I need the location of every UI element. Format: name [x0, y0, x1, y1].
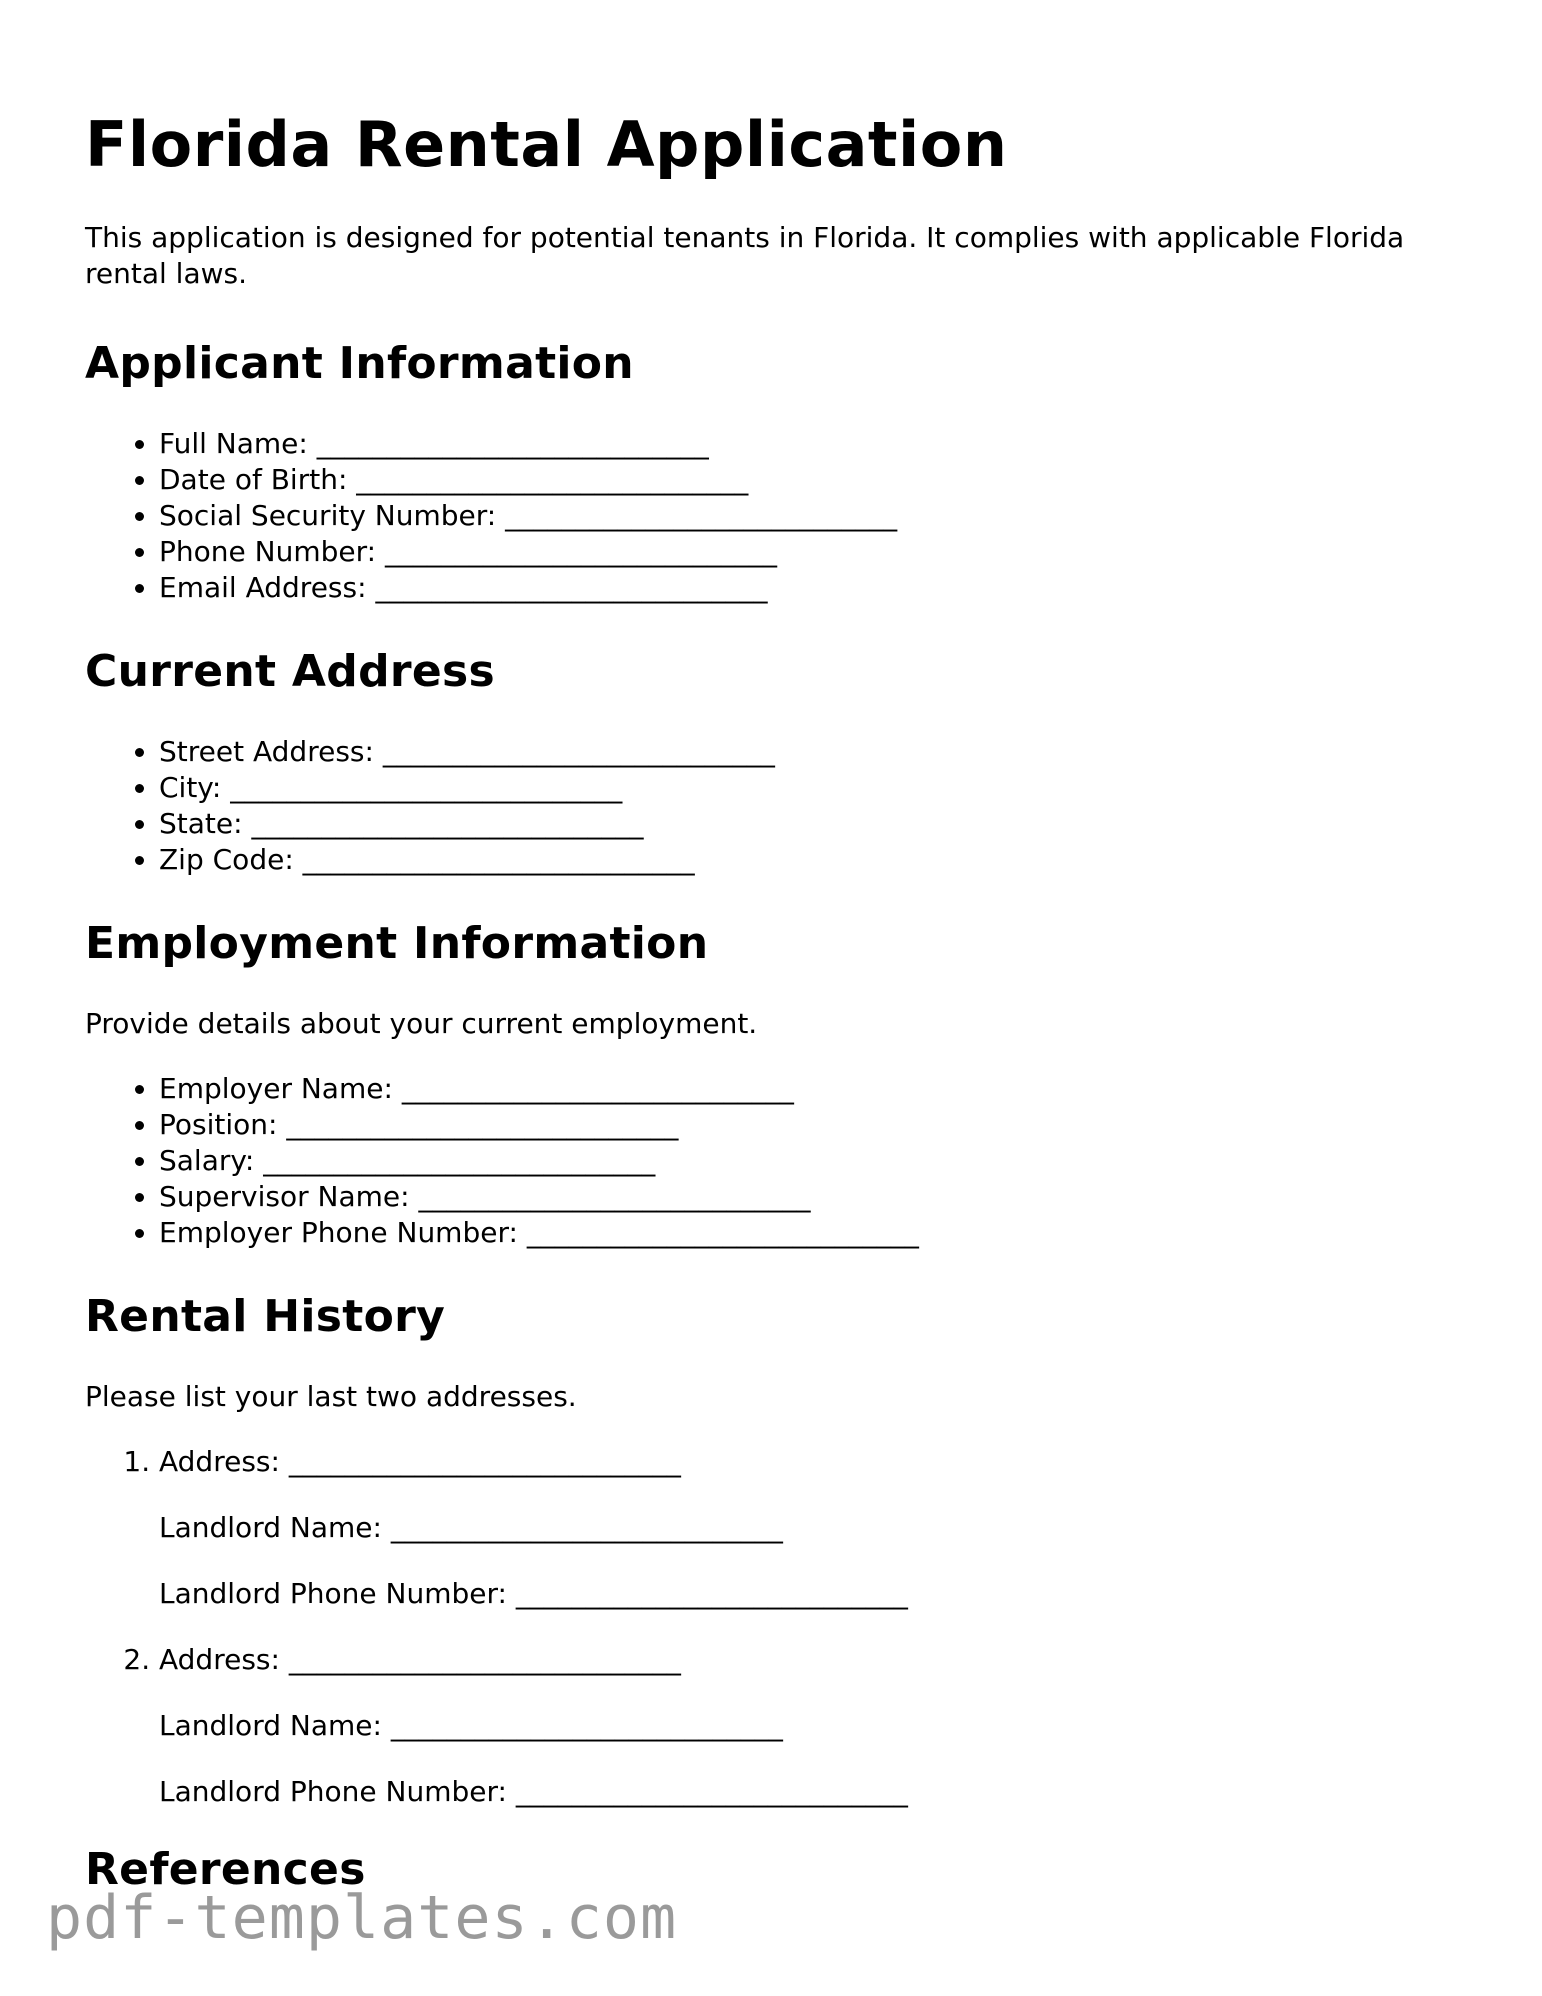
fill-blank[interactable]: ____________________________ [515, 1775, 908, 1808]
fill-blank[interactable]: ____________________________ [390, 1511, 783, 1544]
landlord-phone-line: Landlord Phone Number: ____________________________ [159, 1775, 908, 1808]
fill-blank[interactable]: ____________________________ [390, 1709, 783, 1742]
list-item-employer-phone: • Employer Phone Number: ____________________________ [159, 1215, 1465, 1251]
fill-blank[interactable]: ____________________________ [382, 735, 775, 768]
section-heading-employment: Employment Information [85, 918, 709, 969]
fill-blank[interactable]: ____________________________ [384, 535, 777, 568]
fill-blank[interactable]: ____________________________ [401, 1072, 794, 1105]
rental-entry: 2. Address: ____________________________ Landlord Name: ____________________________ Landlord Phone Number: ____________________________ [159, 1642, 1465, 1810]
section-heading-address: Current Address [85, 646, 495, 697]
section-heading-rental-history: Rental History [85, 1291, 446, 1342]
employment-list [85, 1071, 1465, 1251]
list-item-full-name: • Full Name: ____________________________ [159, 426, 1465, 462]
fill-blank[interactable]: ____________________________ [230, 771, 623, 804]
fill-blank[interactable]: ____________________________ [288, 1643, 681, 1676]
fill-blank[interactable]: ____________________________ [302, 843, 695, 876]
list-item-phone: • Phone Number: ____________________________ [159, 534, 1465, 570]
rental-description: Please list your last two addresses. [85, 1380, 577, 1413]
list-item-position: • Position: ____________________________ [159, 1107, 1465, 1143]
section-heading-applicant: Applicant Information [85, 338, 634, 389]
list-item-salary: • Salary: ____________________________ [159, 1143, 1465, 1179]
landlord-name-line: Landlord Name: ____________________________ [159, 1511, 783, 1544]
rental-history-list [85, 1444, 1465, 1810]
list-item-ssn: • Social Security Number: ____________________________ [159, 498, 1465, 534]
fill-blank[interactable]: ____________________________ [418, 1180, 811, 1213]
list-item-date-of-birth: • Date of Birth: ____________________________ [159, 462, 1465, 498]
document-page [85, 100, 1465, 1895]
fill-blank[interactable]: ____________________________ [375, 571, 768, 604]
fill-blank[interactable]: ____________________________ [251, 807, 644, 840]
fill-blank[interactable]: ____________________________ [356, 463, 749, 496]
section-heading-references: References [85, 1844, 366, 1895]
fill-blank[interactable]: ____________________________ [288, 1445, 681, 1478]
page-title: Florida Rental Application [85, 108, 1008, 181]
fill-blank[interactable]: ____________________________ [263, 1144, 656, 1177]
address-list [85, 734, 1465, 878]
employment-description: Provide details about your current employment. [85, 1007, 758, 1040]
list-item-street: • Street Address: ____________________________ [159, 734, 1465, 770]
fill-blank[interactable]: ____________________________ [316, 427, 709, 460]
fill-blank[interactable]: ____________________________ [505, 499, 898, 532]
watermark: pdf-templates.com [46, 1883, 678, 1953]
list-item-email: • Email Address: ____________________________ [159, 570, 1465, 606]
landlord-name-line: Landlord Name: ____________________________ [159, 1709, 783, 1742]
fill-blank[interactable]: ____________________________ [526, 1216, 919, 1249]
list-item-city: • City: ____________________________ [159, 770, 1465, 806]
landlord-phone-line: Landlord Phone Number: ____________________________ [159, 1577, 908, 1610]
rental-entry: 1. Address: ____________________________ Landlord Name: ____________________________ Landlord Phone Number: ____________________________ [159, 1444, 1465, 1612]
fill-blank[interactable]: ____________________________ [286, 1108, 679, 1141]
list-item-state: • State: ____________________________ [159, 806, 1465, 842]
list-item-supervisor: • Supervisor Name: ____________________________ [159, 1179, 1465, 1215]
list-item-employer-name: • Employer Name: ____________________________ [159, 1071, 1465, 1107]
fill-blank[interactable]: ____________________________ [515, 1577, 908, 1610]
applicant-list [85, 426, 1465, 606]
list-item-zip: • Zip Code: ____________________________ [159, 842, 1465, 878]
intro-paragraph: This application is designed for potential tenants in Florida. It complies with applicable Florida rental laws. [85, 221, 1405, 290]
